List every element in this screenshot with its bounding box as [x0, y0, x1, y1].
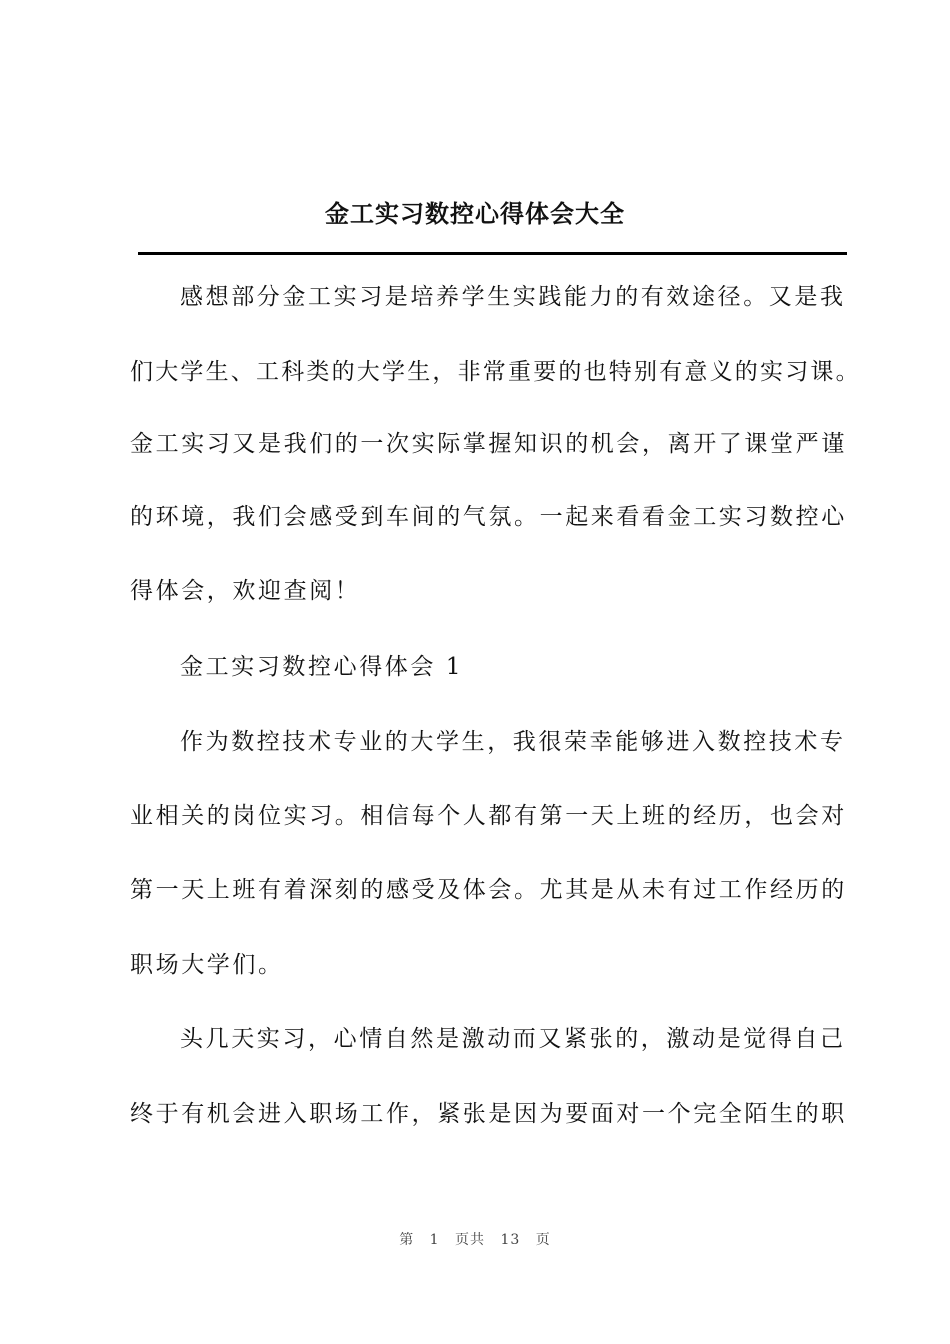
paragraph-line: 的环境，我们会感受到车间的气氛。一起来看看金工实习数控心	[130, 504, 847, 530]
document-title: 金工实习数控心得体会大全	[325, 199, 625, 228]
paragraph-line: 职场大学们。	[130, 952, 284, 978]
paragraph-line: 终于有机会进入职场工作，紧张是因为要面对一个完全陌生的职	[130, 1101, 847, 1127]
paragraph-line: 业相关的岗位实习。相信每个人都有第一天上班的经历，也会对	[130, 803, 847, 829]
paragraph-line: 作为数控技术专业的大学生，我很荣幸能够进入数控技术专	[180, 729, 846, 755]
paragraph-line: 第一天上班有着深刻的感受及体会。尤其是从未有过工作经历的	[130, 877, 847, 903]
paragraph-line: 头几天实习，心情自然是激动而又紧张的，激动是觉得自己	[180, 1026, 846, 1052]
paragraph-line: 感想部分金工实习是培养学生实践能力的有效途径。又是我	[180, 284, 846, 310]
paragraph-line: 金工实习又是我们的一次实际掌握知识的机会，离开了课堂严谨	[130, 431, 847, 457]
paragraph-line: 们大学生、工科类的大学生，非常重要的也特别有意义的实习课。	[130, 359, 861, 385]
paragraph-line: 得体会，欢迎查阅！	[130, 578, 361, 604]
page-footer: 第 1 页共 13 页	[399, 1232, 551, 1248]
title-divider	[138, 252, 847, 255]
section-heading: 金工实习数控心得体会 1	[180, 654, 464, 680]
